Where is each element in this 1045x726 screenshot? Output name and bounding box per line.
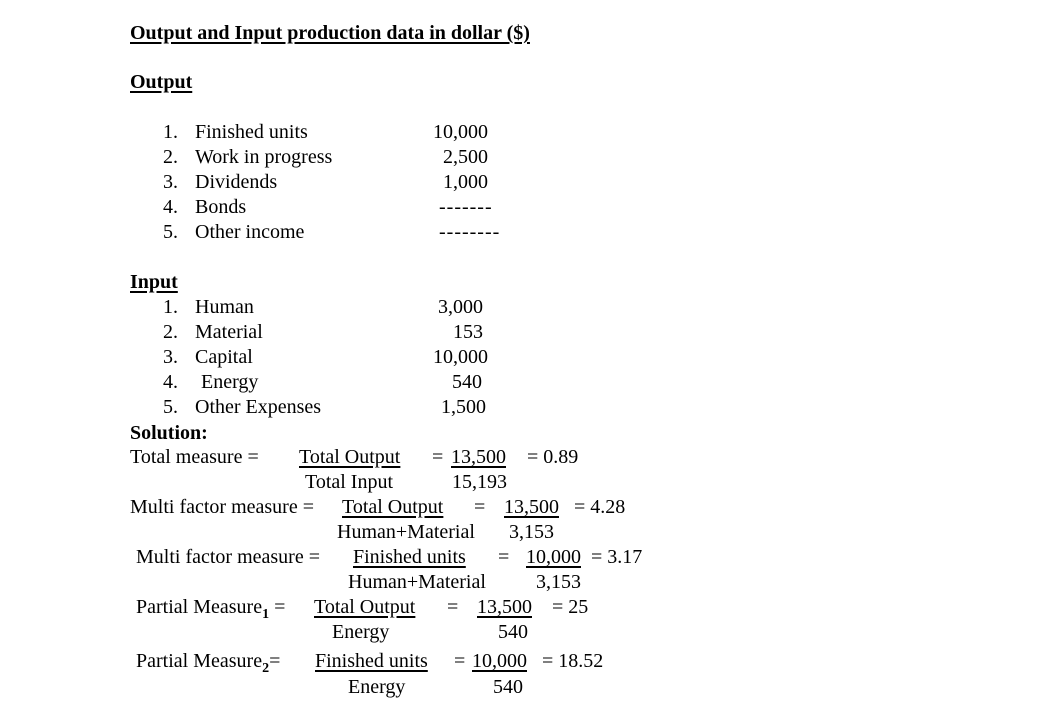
input-item-number: 5. <box>163 396 178 418</box>
equals-sign: = <box>432 446 444 468</box>
input-item-label: Human <box>195 296 254 318</box>
label-text: Partial Measure <box>136 650 263 672</box>
solution-heading: Solution: <box>130 422 208 444</box>
input-item-value: 1,500 <box>441 396 486 418</box>
equation-label: Total measure = <box>130 446 259 468</box>
output-item-label: Finished units <box>195 121 308 143</box>
equation-denominator: Total Input <box>305 471 394 493</box>
equals-sign: = <box>498 546 510 568</box>
equation-numerator: Finished units <box>315 650 428 672</box>
equation-label <box>136 650 280 680</box>
output-item-value: 10,000 <box>433 121 488 143</box>
output-item-number: 2. <box>163 146 178 168</box>
equation-numerator: Total Output <box>299 446 401 468</box>
denominator-value: 3,153 <box>536 571 581 593</box>
equation-label <box>136 596 285 626</box>
output-item-label: Dividends <box>195 171 278 193</box>
input-item-number: 2. <box>163 321 178 343</box>
output-item-number: 1. <box>163 121 178 143</box>
result-value: = 0.89 <box>527 446 579 468</box>
label-equals: = <box>269 596 286 618</box>
numerator-value: 13,500 <box>477 596 532 618</box>
input-item-number: 1. <box>163 296 178 318</box>
output-item-value: -------- <box>439 221 501 243</box>
input-item-label: Material <box>195 321 263 343</box>
equation-label: Multi factor measure = <box>130 496 314 518</box>
output-item-label: Bonds <box>195 196 247 218</box>
input-item-label: Other Expenses <box>195 396 322 418</box>
numerator-value: 13,500 <box>504 496 559 518</box>
input-item-label: Capital <box>195 346 253 368</box>
input-item-label: Energy <box>201 371 259 393</box>
denominator-value: 15,193 <box>452 471 507 493</box>
result-value: = 3.17 <box>591 546 643 568</box>
equation-denominator: Human+Material <box>348 571 486 593</box>
output-item-number: 3. <box>163 171 178 193</box>
equation-numerator: Total Output <box>314 596 416 618</box>
output-item-value: ------- <box>439 196 493 218</box>
output-item-number: 5. <box>163 221 178 243</box>
output-item-label: Work in progress <box>195 146 333 168</box>
equation-label: Multi factor measure = <box>136 546 320 568</box>
input-item-number: 3. <box>163 346 178 368</box>
numerator-value: 13,500 <box>451 446 506 468</box>
output-item-value: 2,500 <box>443 146 488 168</box>
input-heading: Input <box>130 271 178 293</box>
output-item-label: Other income <box>195 221 305 243</box>
label-equals: = <box>269 650 281 672</box>
subscript: 2 <box>262 661 270 676</box>
equals-sign: = <box>474 496 486 518</box>
result-value: = 25 <box>552 596 589 618</box>
equation-numerator: Finished units <box>353 546 466 568</box>
equals-sign: = <box>454 650 466 672</box>
result-value: = 4.28 <box>574 496 626 518</box>
denominator-value: 540 <box>493 676 523 698</box>
output-heading: Output <box>130 71 193 93</box>
output-item-value: 1,000 <box>443 171 488 193</box>
label-text: Partial Measure <box>136 596 263 618</box>
input-item-value: 3,000 <box>438 296 483 318</box>
equation-numerator: Total Output <box>342 496 444 518</box>
output-item-number: 4. <box>163 196 178 218</box>
input-item-value: 153 <box>453 321 483 343</box>
equation-denominator: Energy <box>332 621 390 643</box>
denominator-value: 540 <box>498 621 528 643</box>
result-value: = 18.52 <box>542 650 604 672</box>
equals-sign: = <box>447 596 459 618</box>
subscript: 1 <box>262 607 270 622</box>
input-item-number: 4. <box>163 371 178 393</box>
equation-denominator: Energy <box>348 676 406 698</box>
equation-denominator: Human+Material <box>337 521 475 543</box>
numerator-value: 10,000 <box>526 546 581 568</box>
numerator-value: 10,000 <box>472 650 527 672</box>
input-item-value: 10,000 <box>433 346 488 368</box>
input-item-value: 540 <box>452 371 482 393</box>
denominator-value: 3,153 <box>509 521 554 543</box>
page-title: Output and Input production data in dollar ($) <box>130 22 530 44</box>
